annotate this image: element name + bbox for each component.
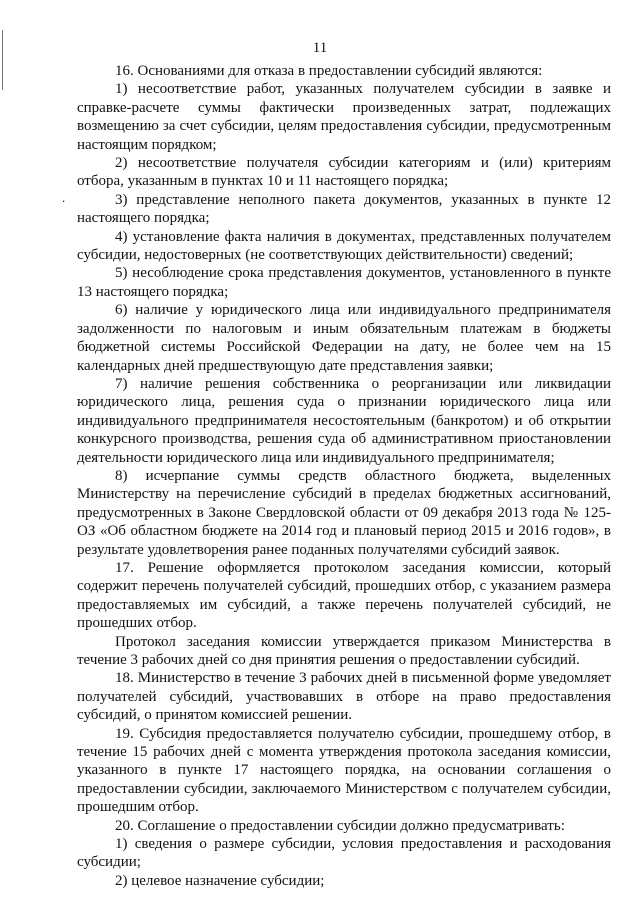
document-body	[77, 62, 611, 890]
paragraph: 20. Соглашение о предоставлении субсидии должно предусматривать:	[115, 817, 565, 834]
paragraph: 18. Министерство в течение 3 рабочих дней в письменной форме уведомляет получателей субсидий, участвовавших в отборе на право предоставления субсидий, о принятом комиссией решении.	[77, 670, 611, 724]
paragraph: 2) целевое назначение субсидии;	[115, 872, 325, 889]
page-edge-line	[2, 30, 3, 90]
paragraph: 17. Решение оформляется протоколом заседания комиссии, который содержит перечень получателей субсидий, прошедших отбор, с указанием размера предоставляемых им субсидий, а также перечень получателей субсидий, не прошедших отбор.	[77, 559, 611, 632]
paragraph: 1) несоответствие работ, указанных получателем субсидии в заявке и справке-расчете суммы фактически произведенных затрат, подлежащих возмещению за счет субсидии, целям предоставления субсидии, предусмотренным настоящим порядком;	[77, 81, 611, 153]
paragraph: 16. Основаниями для отказа в предоставлении субсидий являются:	[115, 63, 543, 79]
paragraph: 8) исчерпание суммы средств областного бюджета, выделенных Министерству на перечисление субсидий в пределах бюджетных ассигнований, предусмотренных в Законе Свердловской области от 09 декабря 2013 года № 125-ОЗ «Об областном бюджете на 2014 год и плановый период 2015 и 2016 годов», в результате удовлетворения ранее поданных получателями субсидий заявок.	[77, 467, 611, 558]
paragraph: 1) сведения о размере субсидии, условия предоставления и расходования субсидии;	[77, 836, 611, 871]
paragraph: 7) наличие решения собственника о реорганизации или ликвидации юридического лица, решения суда о признании юридического лица или индивидуального предпринимателя несостоятельным (банкротом) и об открытии конкурсного производства, решения суда об административном приостановлении деятельности юридического лица или индивидуального предпринимателя;	[77, 375, 611, 466]
paragraph: 4) установление факта наличия в документах, представленных получателем субсидии, недостоверных (не соответствующих действительности) сведений;	[77, 228, 611, 264]
paragraph: Протокол заседания комиссии утверждается приказом Министерства в течение 3 рабочих дней со дня принятия решения о предоставлении субсидий.	[77, 633, 611, 668]
page-number: 11	[312, 40, 328, 56]
paragraph: 19. Субсидия предоставляется получателю субсидии, прошедшему отбор, в течение 15 рабочих дней с момента утверждения протокола заседания комиссии, указанного в пункте 17 настоящего порядка, на основании соглашения о предоставлении субсидии, заключаемого Министерством с получателем субсидии, прошедшим отбор.	[77, 725, 611, 816]
paragraph: 5) несоблюдение срока представления документов, установленного в пункте 13 настоящего порядка;	[77, 265, 611, 300]
stray-mark: .	[62, 190, 66, 205]
paragraph: 3) представление неполного пакета документов, указанных в пункте 12 настоящего порядка;	[77, 191, 611, 227]
paragraph: 6) наличие у юридического лица или индивидуального предпринимателя задолженности по налоговым и иным обязательным платежам в бюджеты бюджетной системы Российской Федерации на дату, не более чем на 15 календарных дней предшествующую дате представления заявки;	[77, 302, 611, 374]
paragraph: 2) несоответствие получателя субсидии категориям и (или) критериям отбора, указанным в пунктах 10 и 11 настоящего порядка;	[77, 155, 611, 190]
